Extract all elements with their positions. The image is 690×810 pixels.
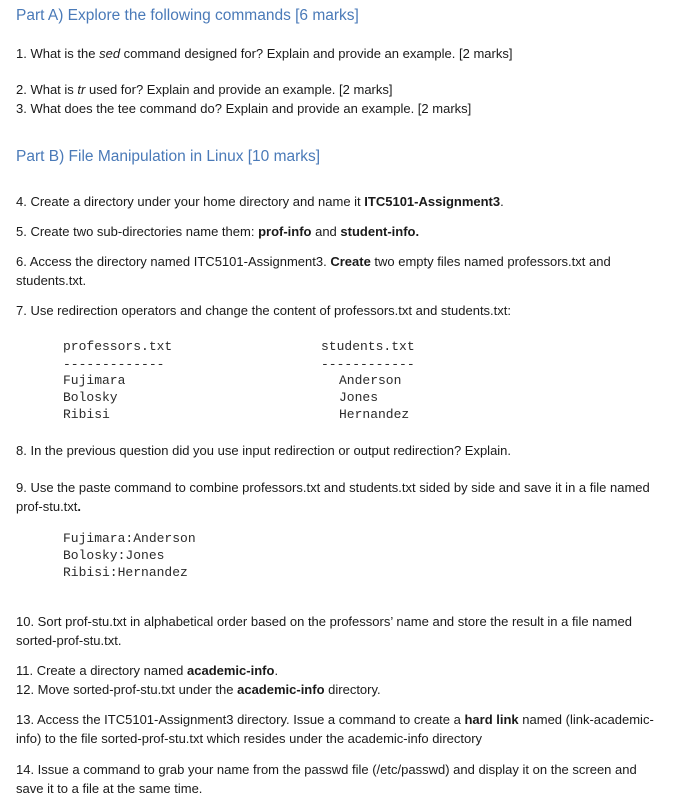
question-14: 14. Issue a command to grab your name from the passwd file (/etc/passwd) and display it on the screen and save it to a file at the same time.: [16, 762, 637, 796]
students-header: students.txt: [321, 339, 415, 354]
professors-rule: -------------: [63, 357, 165, 372]
question-6: [16, 252, 666, 290]
q13-text: 13. Access the ITC5101-Assignment3 directory. Issue a command to create a: [16, 712, 465, 727]
question-12: [16, 680, 666, 699]
q1-text-end: command designed for? Explain and provide an example. [2 marks]: [120, 46, 513, 61]
part-b-heading: Part B) File Manipulation in Linux [10 marks]: [16, 148, 321, 165]
question-1: [16, 44, 666, 63]
q5-dir-2: student-info.: [340, 224, 420, 239]
q5-dir-1: prof-info: [258, 224, 312, 239]
q11-text: 11. Create a directory named: [16, 663, 188, 678]
q2-command: tr: [77, 82, 86, 97]
q6-text: 6. Access the directory named ITC5101-Assignment3.: [16, 254, 331, 269]
question-8: 8. In the previous question did you use input redirection or output redirection? Explain.: [16, 443, 512, 458]
q4-directory-name: ITC5101-Assignment3: [364, 194, 501, 209]
professor-item-1: Fujimara: [63, 373, 126, 388]
q9-text: 9. Use the paste command to combine professors.txt and students.txt sided by side and save it in a file named prof-stu.txt: [16, 480, 650, 514]
q4-text-end: .: [500, 194, 504, 209]
question-2: [16, 80, 666, 99]
q2-text-end: used for? Explain and provide an example. [2 marks]: [85, 82, 393, 97]
q12-text: 12. Move sorted-prof-stu.txt under the: [16, 682, 238, 697]
q12-text-end: directory.: [324, 682, 381, 697]
q13-text-end: named (link-academic-info) to the file sorted-prof-stu.txt which resides under the academic-info directory: [16, 712, 654, 746]
question-7: 7. Use redirection operators and change the content of professors.txt and students.txt:: [16, 303, 512, 318]
q1-command: sed: [99, 46, 121, 61]
question-9: [16, 478, 666, 516]
paste-output-line-2: Bolosky:Jones: [63, 548, 165, 563]
question-4: [16, 192, 666, 211]
students-rule: ------------: [321, 357, 415, 372]
question-10: 10. Sort prof-stu.txt in alphabetical order based on the professors’ name and store the result in a file named sorted-prof-stu.txt.: [16, 614, 632, 648]
q4-text: 4. Create a directory under your home directory and name it: [16, 194, 365, 209]
q1-text: 1. What is the: [16, 46, 100, 61]
q9-period: .: [77, 499, 82, 514]
q13-hard-link: hard link: [464, 712, 519, 727]
professor-item-3: Ribisi: [63, 407, 110, 422]
q6-text-end: two empty files named professors.txt and students.txt.: [16, 254, 611, 288]
professor-item-2: Bolosky: [63, 390, 118, 405]
professors-header: professors.txt: [63, 339, 173, 354]
question-11: [16, 661, 666, 680]
paste-output-line-3: Ribisi:Hernandez: [63, 565, 188, 580]
student-item-2: Jones: [339, 390, 379, 405]
part-a-heading: Part A) Explore the following commands [6 marks]: [16, 7, 359, 24]
q6-create: Create: [330, 254, 371, 269]
q2-text: 2. What is: [16, 82, 78, 97]
q12-directory: academic-info: [237, 682, 325, 697]
question-3: 3. What does the tee command do? Explain and provide an example. [2 marks]: [16, 101, 472, 116]
question-5: [16, 222, 666, 241]
student-item-1: Anderson: [339, 373, 402, 388]
q11-directory: academic-info: [187, 663, 275, 678]
question-13: [16, 710, 666, 748]
student-item-3: Hernandez: [339, 407, 410, 422]
q5-text: 5. Create two sub-directories name them:: [16, 224, 259, 239]
q5-text-mid: and: [311, 224, 341, 239]
q11-text-end: .: [274, 663, 279, 678]
paste-output-line-1: Fujimara:Anderson: [63, 531, 196, 546]
